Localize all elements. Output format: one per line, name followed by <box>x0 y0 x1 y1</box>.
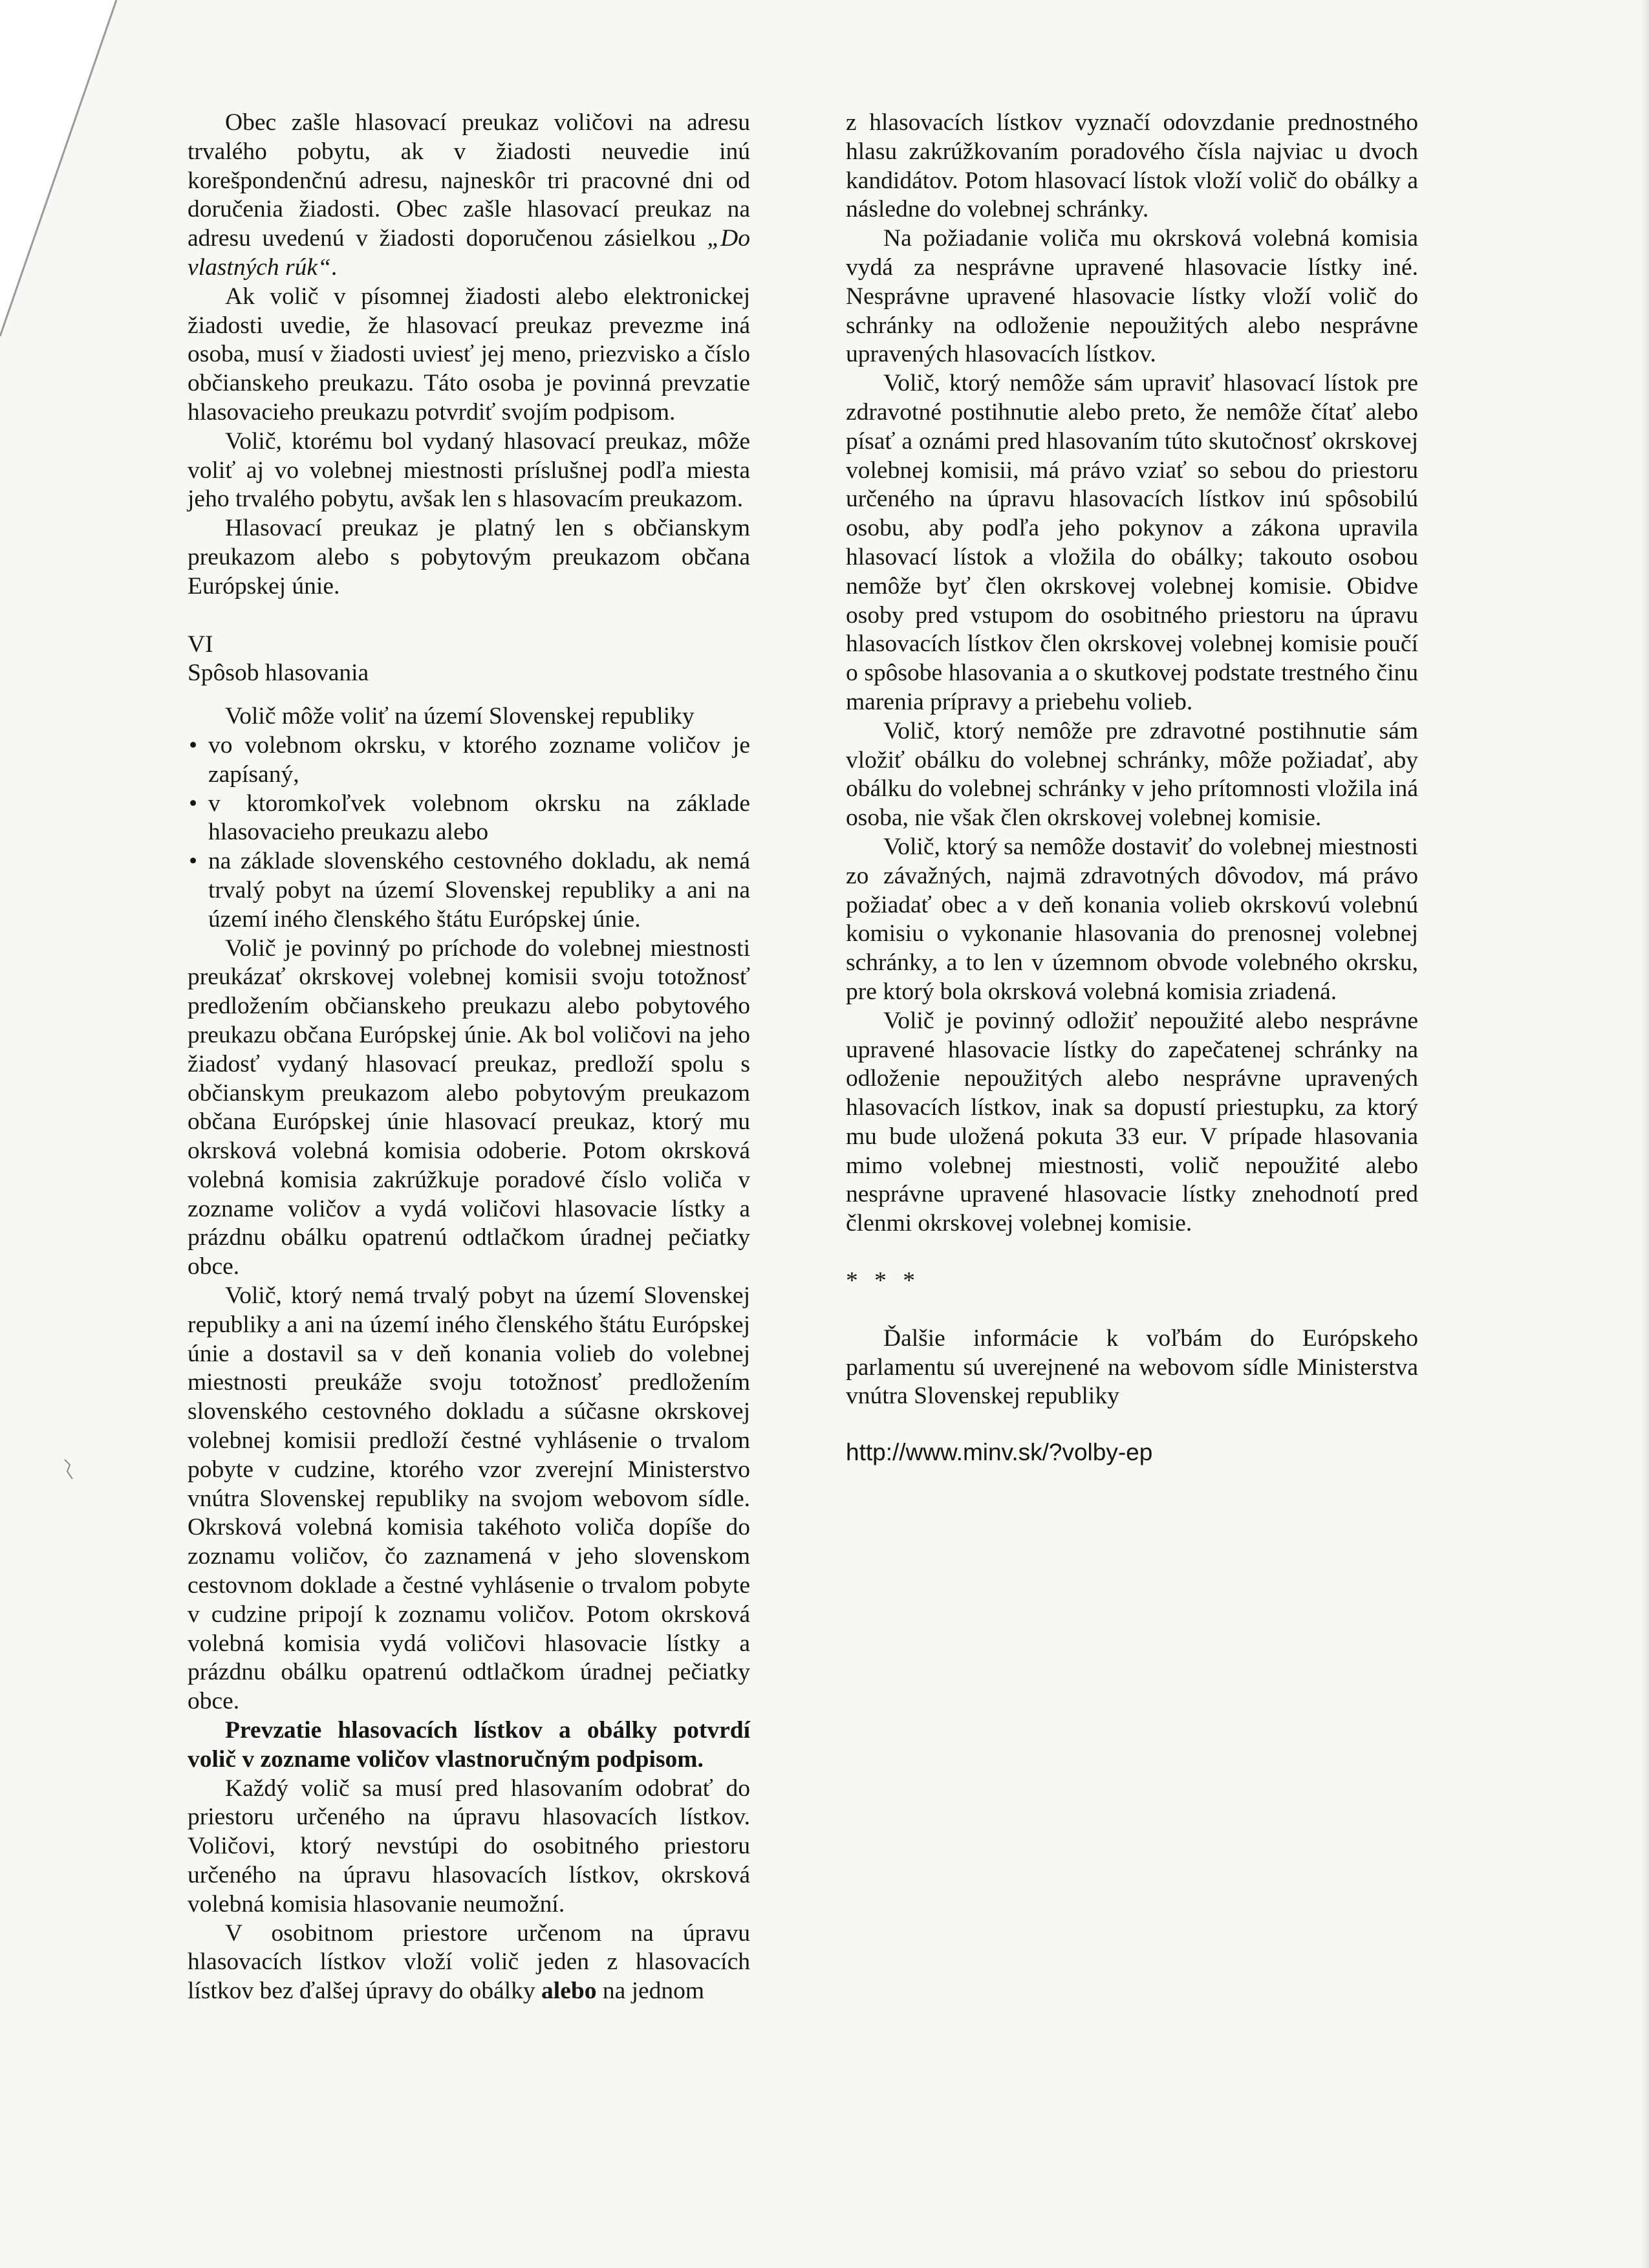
italic-phrase: „Do vlastných rúk“ <box>188 225 750 281</box>
paragraph: z hlasovacích lístkov vyznačí odovzdanie prednostného hlasu zakrúžkovaním poradového čísla najviac u dvoch kandidátov. Potom hlasovací lístok vloží volič do obálky a následne do volebnej schránky. <box>846 109 1418 223</box>
paragraph <box>188 1919 750 2006</box>
paragraph: Hlasovací preukaz je platný len s občianskym preukazom alebo s pobytovým preukazom občana Európskej únie. <box>188 515 750 599</box>
paragraph: Volič, ktorý nemôže pre zdravotné postihnutie sám vložiť obálku do volebnej schránky, môže požiadať, aby obálku do volebnej schránky v jeho prítomnosti vložila iná osoba, nie však člen okrskovej volebnej komisie. <box>846 717 1418 832</box>
list-item-text: na základe slovenského cestovného dokladu, ak nemá trvalý pobyt na území Slovenskej republiky a ani na území iného členského štátu Európskej únie. <box>208 848 750 933</box>
separator: * * * <box>846 1268 920 1295</box>
scan-speck <box>62 1458 76 1482</box>
paragraph-text: Obec zašle hlasovací preukaz voličovi na adresu trvalého pobytu, ak v žiadosti neuvedie inú korešpondenčnú adresu, najneskôr tri pracovné dni od doručenia žiadosti. Obec zašle hlasovací preukaz na adresu uvedenú v žiadosti doporučenou zásielkou <box>188 109 750 252</box>
paragraph-text: V osobitnom priestore určenom na úpravu hlasovacích lístkov vloží volič jeden z hlasovacích lístkov bez ďalšej úpravy do obálky <box>188 1919 750 2005</box>
bold-paragraph: Prevzatie hlasovacích lístkov a obálky potvrdí volič v zozname voličov vlastnoručným podpisom. <box>188 1717 750 1773</box>
list-item <box>188 731 750 790</box>
list-item-text: vo volebnom okrsku, v ktorého zozname voličov je zapísaný, <box>208 731 750 788</box>
left-column <box>188 109 750 2006</box>
list-item <box>188 847 750 934</box>
page-edge-shadow <box>1640 0 1649 2268</box>
website-url: http://www.minv.sk/?volby-ep <box>846 1439 1153 1466</box>
paragraph: Na požiadanie voliča mu okrsková volebná komisia vydá za nesprávne upravené hlasovacie lístky iné. Nesprávne upravené hlasovacie lístky vloží volič do schránky na odloženie nepoužitých alebo nesprávne upravených hlasovacích lístkov. <box>846 225 1418 368</box>
paragraph: Volič môže voliť na území Slovenskej republiky <box>225 703 695 730</box>
bullet-list <box>188 731 750 934</box>
paragraph <box>188 109 750 283</box>
paragraph: Volič, ktorému bol vydaný hlasovací preukaz, môže voliť aj vo volebnej miestnosti príslušnej podľa miesta jeho trvalého pobytu, avšak len s hlasovacím preukazom. <box>188 427 750 513</box>
list-item-text: v ktoromkoľvek volebnom okrsku na základe hlasovacieho preukazu alebo <box>208 790 750 846</box>
bullet-icon: • <box>189 848 198 875</box>
bold-word: alebo <box>541 1978 597 2005</box>
paragraph: Volič je povinný po príchode do volebnej miestnosti preukázať okrskovej volebnej komisii svoju totožnosť predložením občianskeho preukazu alebo pobytového preukazu občana Európskej únie. Ak bol voličovi na jeho žiadosť vydaný hlasovací preukaz, predloží spolu s občianskym preukazom alebo pobytovým preukazom občana Európskej únie hlasovací preukaz, ktorý mu okrsková volebná komisia odoberie. Potom okrsková volebná komisia zakrúžkuje poradové číslo voliča v zozname voličov a vydá voličovi hlasovacie lístky a prázdnu obálku opatrenú odtlačkom úradnej pečiatky obce. <box>188 934 750 1280</box>
paragraph: Ďalšie informácie k voľbám do Európskeho parlamentu sú uverejnené na webovom sídle Ministerstva vnútra Slovenskej republiky <box>846 1324 1418 1410</box>
paragraph-text: . <box>330 254 338 281</box>
bullet-icon: • <box>189 790 198 817</box>
paragraph: Volič, ktorý sa nemôže dostaviť do volebnej miestnosti zo závažných, najmä zdravotných dôvodov, má právo požiadať obec a v deň konania volieb okrskovú volebnú komisiu o vykonanie hlasovania do prenosnej volebnej schránky, a to len v územnom obvode volebného okrsku, pre ktorý bola okrsková volebná komisia zriadená. <box>846 833 1418 1005</box>
paragraph: Ak volič v písomnej žiadosti alebo elektronickej žiadosti uvedie, že hlasovací preukaz prevezme iná osoba, musí v žiadosti uviesť jej meno, priezvisko a číslo občianskeho preukazu. Táto osoba je povinná prevzatie hlasovacieho preukazu potvrdiť svojím podpisom. <box>188 283 750 426</box>
paragraph-text: na jednom <box>596 1978 705 2005</box>
paragraph: Volič, ktorý nemá trvalý pobyt na území Slovenskej republiky a ani na území iného členského štátu Európskej únie a dostavil sa v deň konania volieb do volebnej miestnosti preukáže svoju totožnosť predložením slovenského cestovného dokladu a súčasne okrskovej volebnej komisii predloží čestné vyhlásenie o trvalom pobyte v cudzine, ktorého vzor zverejní Ministerstvo vnútra Slovenskej republiky na svojom webovom sídle. Okrsková volebná komisia takéhoto voliča dopíše do zoznamu voličov, čo zaznamená v jeho slovenskom cestovnom doklade a čestné vyhlásenie o trvalom pobyte v cudzine pripojí k zoznamu voličov. Potom okrsková volebná komisia vydá voličovi hlasovacie lístky a prázdnu obálku opatrenú odtlačkom úradnej pečiatky obce. <box>188 1282 750 1715</box>
section-title: Spôsob hlasovania <box>188 660 369 687</box>
section-number: VI <box>188 631 213 658</box>
bullet-icon: • <box>189 731 198 759</box>
list-item <box>188 790 750 848</box>
page-corner-fold <box>0 0 168 362</box>
paragraph: Volič, ktorý nemôže sám upraviť hlasovací lístok pre zdravotné postihnutie alebo preto, že nemôže čítať alebo písať a oznámi pred hlasovaním túto skutočnosť okrskovej volebnej komisii, má právo vziať so sebou do priestoru určeného na úpravu hlasovacích lístkov inú spôsobilú osobu, aby podľa jeho pokynov a zákona upravila hlasovací lístok a vložila do obálky; takouto osobou nemôže byť člen okrskovej volebnej komisie. Obidve osoby pred vstupom do osobitného priestoru na úpravu hlasovacích lístkov člen okrskovej volebnej komisie poučí o spôsobe hlasovania a o skutkovej podstate trestného činu marenia prípravy a priebehu volieb. <box>846 370 1418 715</box>
paragraph: Každý volič sa musí pred hlasovaním odobrať do priestoru určeného na úpravu hlasovacích lístkov. Voličovi, ktorý nevstúpi do osobitného priestoru určeného na úpravu hlasovacích lístkov, okrsková volebná komisia hlasovanie neumožní. <box>188 1775 750 1917</box>
right-column <box>846 109 1418 1467</box>
paragraph: Volič je povinný odložiť nepoužité alebo nesprávne upravené hlasovacie lístky do zapečatenej schránky na odloženie nepoužitých alebo nesprávne upravených hlasovacích lístkov, inak sa dopustí priestupku, za ktorý mu bude uložená pokuta 33 eur. V prípade hlasovania mimo volebnej miestnosti, volič nepoužité alebo nesprávne upravené hlasovacie lístky znehodnotí pred členmi okrskovej volebnej komisie. <box>846 1007 1418 1237</box>
